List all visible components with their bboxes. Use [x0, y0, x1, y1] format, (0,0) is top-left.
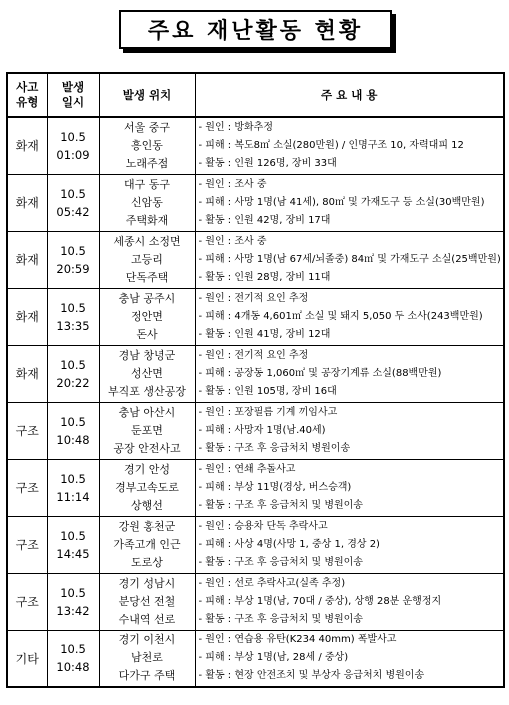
- location-line: 충남 공주시: [118, 291, 176, 305]
- detail-cause: - 원인 : 연쇄 추돌사고: [198, 463, 296, 475]
- location-line: 돈사: [136, 327, 158, 341]
- location-line: 상행선: [131, 498, 163, 512]
- detail-damage: - 피해 : 4개동 4,601㎡ 소실 및 돼지 5,050 두 소사(243백만원): [198, 310, 483, 322]
- incident-type-cell: 구조: [7, 402, 47, 459]
- occurrence-date: 10.5: [60, 528, 86, 543]
- location-line: 대구 동구: [123, 177, 170, 191]
- incident-type-cell: 구조: [7, 459, 47, 516]
- details-cell: [195, 402, 504, 459]
- table-row: [7, 117, 504, 174]
- table-row: [7, 573, 504, 630]
- details-cell: [195, 573, 504, 630]
- incident-type-cell: 화재: [7, 345, 47, 402]
- location-line: 둔포면: [131, 423, 163, 437]
- incident-type-cell: 화재: [7, 231, 47, 288]
- location-line: 경남 창녕군: [118, 348, 176, 362]
- location-cell: [99, 117, 195, 174]
- location-line: 정안면: [131, 309, 163, 323]
- table-header-row: [7, 73, 504, 117]
- location-cell: [99, 573, 195, 630]
- detail-cause: - 원인 : 연습용 유탄(K234 40mm) 폭발사고: [198, 634, 397, 646]
- occurrence-time-cell: [47, 402, 99, 459]
- occurrence-clock: 11:14: [56, 489, 90, 504]
- location-line: 다가구 주택: [118, 669, 176, 683]
- detail-damage: - 피해 : 부상 1명(남, 70대 / 중상), 상행 28분 운행정지: [198, 595, 442, 607]
- detail-activity: - 활동 : 인원 105명, 장비 16대: [198, 385, 337, 397]
- details-cell: [195, 459, 504, 516]
- detail-damage: - 피해 : 공장동 1,060㎡ 및 공장기계류 소실(88백만원): [198, 367, 442, 379]
- detail-damage: - 피해 : 사상 4명(사망 1, 중상 1, 경상 2): [198, 538, 380, 550]
- details-cell: [195, 516, 504, 573]
- location-cell: [99, 345, 195, 402]
- location-line: 경기 이천시: [118, 633, 176, 647]
- detail-activity: - 활동 : 구조 후 응급처치 및 병원이송: [198, 613, 363, 625]
- details-cell: [195, 288, 504, 345]
- detail-activity: - 활동 : 인원 28명, 장비 11대: [198, 271, 331, 283]
- detail-activity: - 활동 : 인원 126명, 장비 33대: [198, 157, 337, 169]
- table-row: [7, 630, 504, 687]
- details-cell: [195, 345, 504, 402]
- location-line: 신암동: [131, 195, 163, 209]
- incident-type-cell: 구조: [7, 573, 47, 630]
- header-occurrence-time: 발생 일시: [47, 73, 99, 117]
- occurrence-time-cell: [47, 231, 99, 288]
- location-line: 세종시 소정면: [113, 234, 181, 248]
- occurrence-clock: 13:42: [56, 603, 90, 618]
- incident-type-cell: 화재: [7, 288, 47, 345]
- occurrence-date: 10.5: [60, 414, 86, 429]
- occurrence-time-cell: [47, 345, 99, 402]
- location-line: 분당선 전철: [118, 594, 176, 608]
- occurrence-time-cell: [47, 174, 99, 231]
- occurrence-time-cell: [47, 288, 99, 345]
- occurrence-date: 10.5: [60, 243, 86, 258]
- location-line: 단독주택: [125, 270, 169, 284]
- table-row: [7, 345, 504, 402]
- table-row: [7, 231, 504, 288]
- disaster-activity-table: [6, 72, 505, 688]
- table-row: [7, 174, 504, 231]
- occurrence-clock: 05:42: [56, 204, 90, 219]
- occurrence-clock: 20:59: [56, 261, 90, 276]
- detail-cause: - 원인 : 포장필름 기계 끼임사고: [198, 406, 338, 418]
- detail-cause: - 원인 : 전기적 요인 추정: [198, 292, 309, 304]
- location-cell: [99, 516, 195, 573]
- detail-cause: - 원인 : 전기적 요인 추정: [198, 349, 309, 361]
- details-cell: [195, 231, 504, 288]
- details-cell: [195, 174, 504, 231]
- occurrence-clock: 01:09: [56, 147, 90, 162]
- detail-activity: - 활동 : 현장 안전조치 및 부상자 응급처치 병원이송: [198, 670, 425, 682]
- table-row: [7, 288, 504, 345]
- occurrence-clock: 20:22: [56, 375, 90, 390]
- detail-activity: - 활동 : 인원 42명, 장비 17대: [198, 214, 331, 226]
- occurrence-clock: 10:48: [56, 432, 90, 447]
- occurrence-date: 10.5: [60, 357, 86, 372]
- header-details: 주 요 내 용: [195, 73, 504, 117]
- location-line: 강원 홍천군: [118, 519, 176, 533]
- occurrence-clock: 13:35: [56, 318, 90, 333]
- location-cell: [99, 402, 195, 459]
- incident-type-cell: 화재: [7, 174, 47, 231]
- detail-damage: - 피해 : 사망자 1명(남.40세): [198, 424, 326, 436]
- location-line: 고등리: [131, 252, 163, 266]
- occurrence-time-cell: [47, 516, 99, 573]
- occurrence-time-cell: [47, 573, 99, 630]
- table-row: [7, 516, 504, 573]
- location-line: 경부고속도로: [115, 480, 179, 494]
- occurrence-time-cell: [47, 630, 99, 687]
- location-cell: [99, 231, 195, 288]
- table-row: [7, 402, 504, 459]
- location-line: 노래주점: [125, 156, 169, 170]
- incident-type-cell: 화재: [7, 117, 47, 174]
- detail-activity: - 활동 : 인원 41명, 장비 12대: [198, 328, 331, 340]
- header-incident-type: 사고 유형: [7, 73, 47, 117]
- detail-damage: - 피해 : 복도8㎡ 소실(280만원) / 인명구조 10, 자력대피 12: [198, 139, 464, 151]
- location-line: 성산면: [131, 366, 163, 380]
- header-location: 발생 위치: [99, 73, 195, 117]
- detail-cause: - 원인 : 선로 추락사고(실족 추정): [198, 577, 346, 589]
- location-line: 수내역 선로: [118, 612, 176, 626]
- location-cell: [99, 288, 195, 345]
- location-line: 남천로: [131, 651, 163, 665]
- incident-type-cell: 구조: [7, 516, 47, 573]
- location-line: 도로상: [131, 555, 163, 569]
- incident-type-cell: 기타: [7, 630, 47, 687]
- location-line: 서울 중구: [123, 120, 170, 134]
- location-cell: [99, 174, 195, 231]
- occurrence-clock: 14:45: [56, 546, 90, 561]
- occurrence-date: 10.5: [60, 642, 86, 657]
- occurrence-time-cell: [47, 459, 99, 516]
- detail-activity: - 활동 : 구조 후 응급처치 및 병원이송: [198, 556, 363, 568]
- occurrence-date: 10.5: [60, 585, 86, 600]
- detail-activity: - 활동 : 구조 후 응급처치 병원이송: [198, 442, 351, 454]
- occurrence-time-cell: [47, 117, 99, 174]
- location-cell: [99, 630, 195, 687]
- detail-damage: - 피해 : 부상 1명(남, 28세 / 중상): [198, 652, 349, 664]
- location-line: 가족고개 인근: [113, 537, 181, 551]
- location-line: 부직포 생산공장: [108, 384, 186, 398]
- table-row: [7, 459, 504, 516]
- location-line: 경기 안성: [123, 462, 170, 476]
- location-line: 충남 아산시: [118, 405, 176, 419]
- detail-damage: - 피해 : 사망 1명(남 67세/뇌졸중) 84㎡ 및 가재도구 소실(25백만원): [198, 253, 501, 265]
- details-cell: [195, 117, 504, 174]
- detail-cause: - 원인 : 조사 중: [198, 235, 267, 247]
- detail-damage: - 피해 : 사망 1명(남 41세), 80㎡ 및 가재도구 등 소실(30백만원): [198, 196, 485, 208]
- detail-damage: - 피해 : 부상 11명(경상, 버스승객): [198, 481, 352, 493]
- occurrence-date: 10.5: [60, 300, 86, 315]
- detail-cause: - 원인 : 승용차 단독 추락사고: [198, 520, 328, 532]
- details-cell: [195, 630, 504, 687]
- location-line: 흥인동: [131, 138, 163, 152]
- occurrence-clock: 10:48: [56, 660, 90, 675]
- location-line: 주택화재: [125, 213, 169, 227]
- detail-cause: - 원인 : 방화추정: [198, 121, 273, 133]
- detail-activity: - 활동 : 구조 후 응급처치 및 병원이송: [198, 499, 363, 511]
- page-title: 주요 재난활동 현황: [119, 10, 392, 49]
- occurrence-date: 10.5: [60, 471, 86, 486]
- location-cell: [99, 459, 195, 516]
- detail-cause: - 원인 : 조사 중: [198, 178, 267, 190]
- location-line: 경기 성남시: [118, 576, 176, 590]
- occurrence-date: 10.5: [60, 186, 86, 201]
- location-line: 공장 안전사고: [113, 441, 181, 455]
- occurrence-date: 10.5: [60, 129, 86, 144]
